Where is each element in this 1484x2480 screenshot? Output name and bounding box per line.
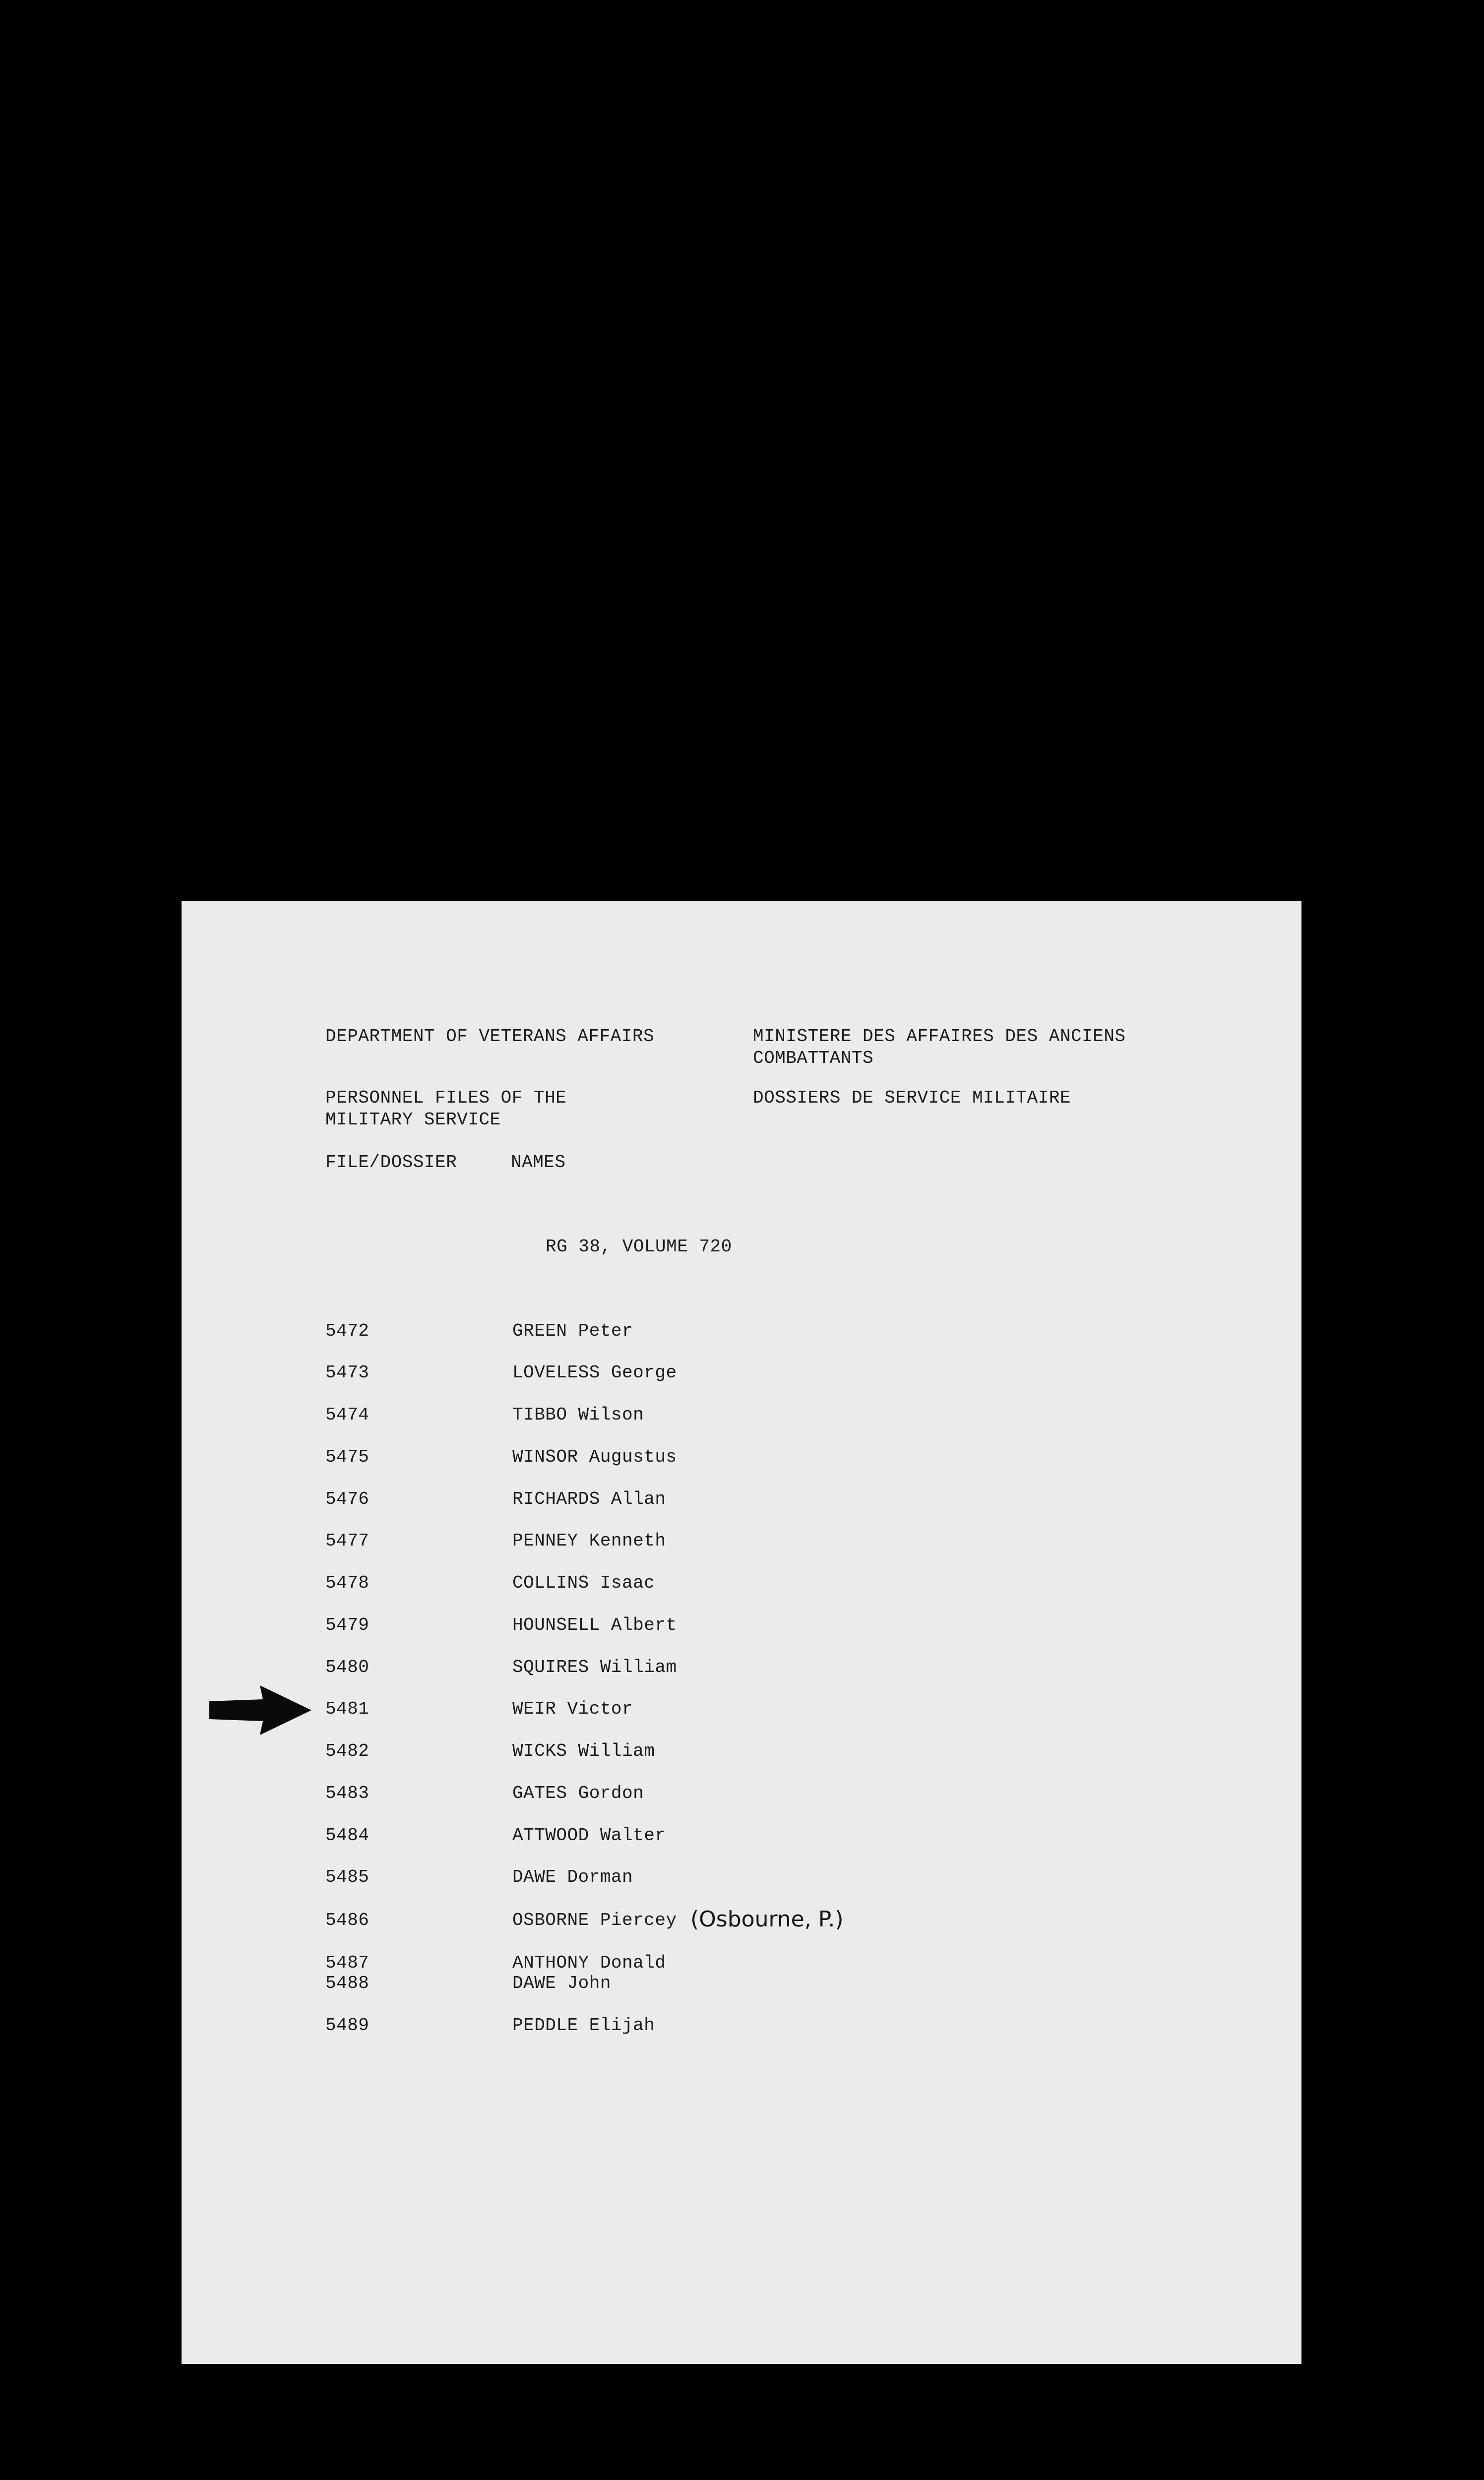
entry-number: 5488 (325, 1973, 370, 1993)
entry-name: RICHARDS Allan (512, 1489, 666, 1509)
entry-number: 5483 (325, 1783, 370, 1803)
header-military-service: MILITARY SERVICE (325, 1110, 501, 1130)
entry-number: 5480 (325, 1657, 370, 1677)
handwritten-note: (Osbourne, P.) (690, 1907, 844, 1932)
entry-number: 5486 (325, 1910, 370, 1930)
column-header-names: NAMES (511, 1152, 566, 1173)
entry-number: 5484 (325, 1825, 370, 1846)
entry-number: 5487 (325, 1953, 370, 1973)
entry-name: WICKS William (512, 1741, 655, 1761)
entry-name: TIBBO Wilson (512, 1405, 644, 1425)
entry-number: 5474 (325, 1405, 370, 1425)
arrow-right-icon (207, 1683, 314, 1737)
entry-number: 5475 (325, 1447, 370, 1467)
entry-name: GREEN Peter (512, 1321, 633, 1341)
entry-number: 5489 (325, 2015, 370, 2036)
header-combattants: COMBATTANTS (753, 1048, 874, 1068)
column-header-file: FILE/DOSSIER (325, 1152, 457, 1173)
entry-number: 5477 (325, 1531, 370, 1551)
volume-reference: RG 38, VOLUME 720 (546, 1237, 732, 1257)
entry-number: 5473 (325, 1363, 370, 1383)
entry-name: DAWE John (512, 1973, 611, 1993)
entry-name: LOVELESS George (512, 1363, 677, 1383)
header-department: DEPARTMENT OF VETERANS AFFAIRS (325, 1026, 655, 1047)
header-personnel-files: PERSONNEL FILES OF THE (325, 1088, 567, 1108)
entry-name: COLLINS Isaac (512, 1573, 655, 1593)
entry-name: WEIR Victor (512, 1699, 633, 1719)
entry-number: 5479 (325, 1615, 370, 1635)
entry-name: ANTHONY Donald (512, 1953, 666, 1973)
entry-name: WINSOR Augustus (512, 1447, 677, 1467)
entry-number: 5476 (325, 1489, 370, 1509)
entry-number: 5485 (325, 1867, 370, 1887)
entry-name: PEDDLE Elijah (512, 2015, 655, 2036)
entry-name: PENNEY Kenneth (512, 1531, 666, 1551)
entry-name: SQUIRES William (512, 1657, 677, 1677)
entry-name: OSBORNE Piercey (512, 1910, 677, 1930)
entry-name: DAWE Dorman (512, 1867, 633, 1887)
header-dossiers: DOSSIERS DE SERVICE MILITAIRE (753, 1088, 1071, 1108)
header-ministere: MINISTERE DES AFFAIRES DES ANCIENS (753, 1026, 1126, 1047)
entry-name: GATES Gordon (512, 1783, 644, 1803)
entry-name: ATTWOOD Walter (512, 1825, 666, 1846)
entry-number: 5482 (325, 1741, 370, 1761)
entry-number: 5481 (325, 1699, 370, 1719)
entry-number: 5472 (325, 1321, 370, 1341)
entry-name: HOUNSELL Albert (512, 1615, 677, 1635)
entry-number: 5478 (325, 1573, 370, 1593)
